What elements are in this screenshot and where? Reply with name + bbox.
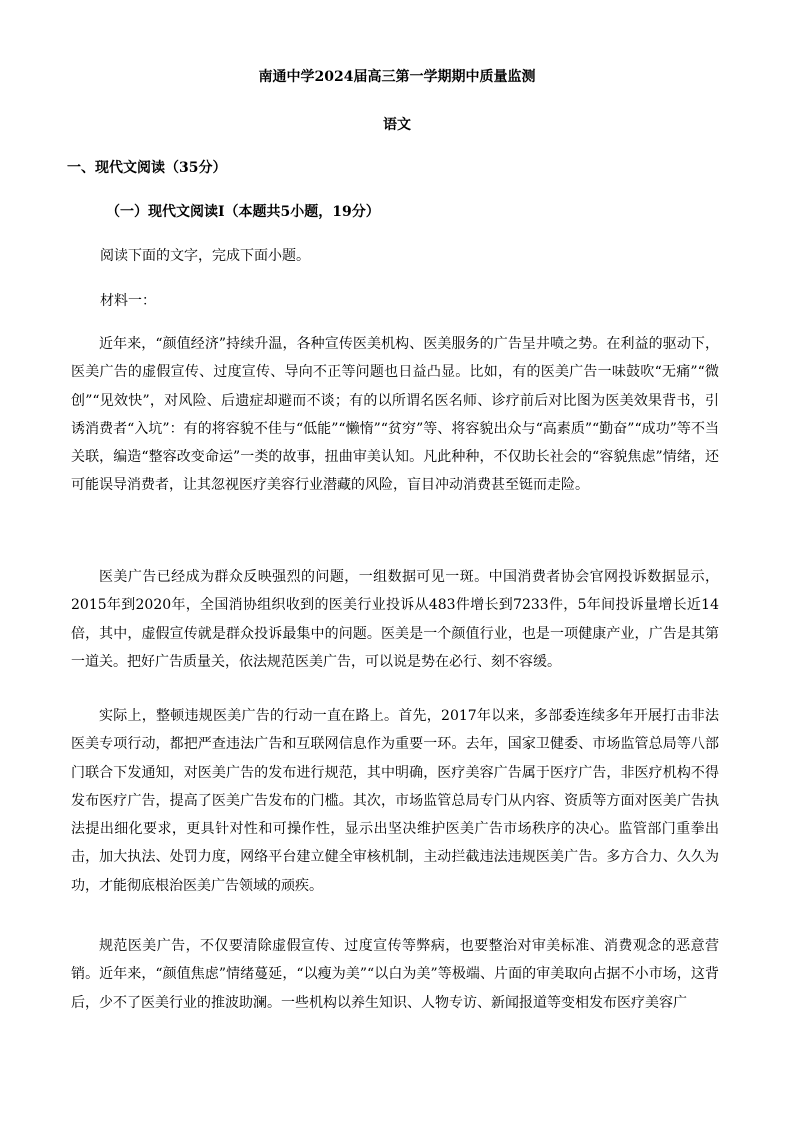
paragraph-2: 医美广告已经成为群众反映强烈的问题，一组数据可见一斑。中国消费者协会官网投诉数据显示，2015年到2020年，全国消协组织收到的医美行业投诉从483件增长到7233件，5年间投诉量增长近14倍，其中，虚假宣传就是群众投诉最集中的问题。医美是一个颜值行业，也是一项健康产业，广告是其第一道关。把好广告质量关，依法规范医美广告，可以说是势在必行、刻不容缓。: [71, 569, 719, 670]
subsection-heading: （一）现代文阅读Ⅰ（本题共5小题，19分）: [106, 204, 380, 220]
paragraph-4: 规范医美广告，不仅要清除虚假宣传、过度宣传等弊病，也要整治对审美标准、消费观念的恶意营销。近年来，“颜值焦虑”情绪蔓延，“以瘦为美”“以白为美”等极端、片面的审美取向占据不小市场，这背后，少不了医美行业的推波助澜。一些机构以养生知识、人物专访、新闻报道等变相发布医疗美容广: [71, 938, 719, 1011]
exam-title: 南通中学2024届高三第一学期期中质量监测: [258, 69, 536, 85]
material-label: 材料一：: [100, 293, 156, 309]
paragraph-1: 近年来，“颜值经济”持续升温，各种宣传医美机构、医美服务的广告呈井喷之势。在利益的驱动下，医美广告的虚假宣传、过度宣传、导向不正等问题也日益凸显。比如，有的医美广告一味鼓吹“无痛”“微创”“见效快”，对风险、后遗症却避而不谈；有的以所谓名医名师、诊疗前后对比图为医美效果背书，引诱消费者“入坑”：有的将容貌不佳与“低能”“懒惰”“贫穷”等、将容貌出众与“高素质”“勤奋”“成功”等不当关联，编造“整容改变命运”一类的故事，扭曲审美认知。凡此种种，不仅助长社会的“容貌焦虑”情绪，还可能误导消费者，让其忽视医疗美容行业潜藏的风险，盲目冲动消费甚至铤而走险。: [71, 336, 719, 494]
section-heading: 一、现代文阅读（35分）: [67, 160, 227, 176]
subject-heading: 语文: [383, 117, 411, 133]
reading-instruction: 阅读下面的文字，完成下面小题。: [100, 248, 310, 264]
paragraph-3: 实际上，整顿违规医美广告的行动一直在路上。首先，2017年以来，多部委连续多年开展打击非法医美专项行动，都把严查违法广告和互联网信息作为重要一环。去年，国家卫健委、市场监管总局等八部门联合下发通知，对医美广告的发布进行规范，其中明确，医疗美容广告属于医疗广告，非医疗机构不得发布医疗广告，提高了医美广告发布的门槛。其次，市场监管总局专门从内容、资质等方面对医美广告执法提出细化要求，更具针对性和可操作性，显示出坚决维护医美广告市场秩序的决心。监管部门重拳出击，加大执法、处罚力度，网络平台建立健全审核机制，主动拦截违法违规医美广告。多方合力、久久为功，才能彻底根治医美广告领域的顽疾。: [71, 708, 719, 894]
